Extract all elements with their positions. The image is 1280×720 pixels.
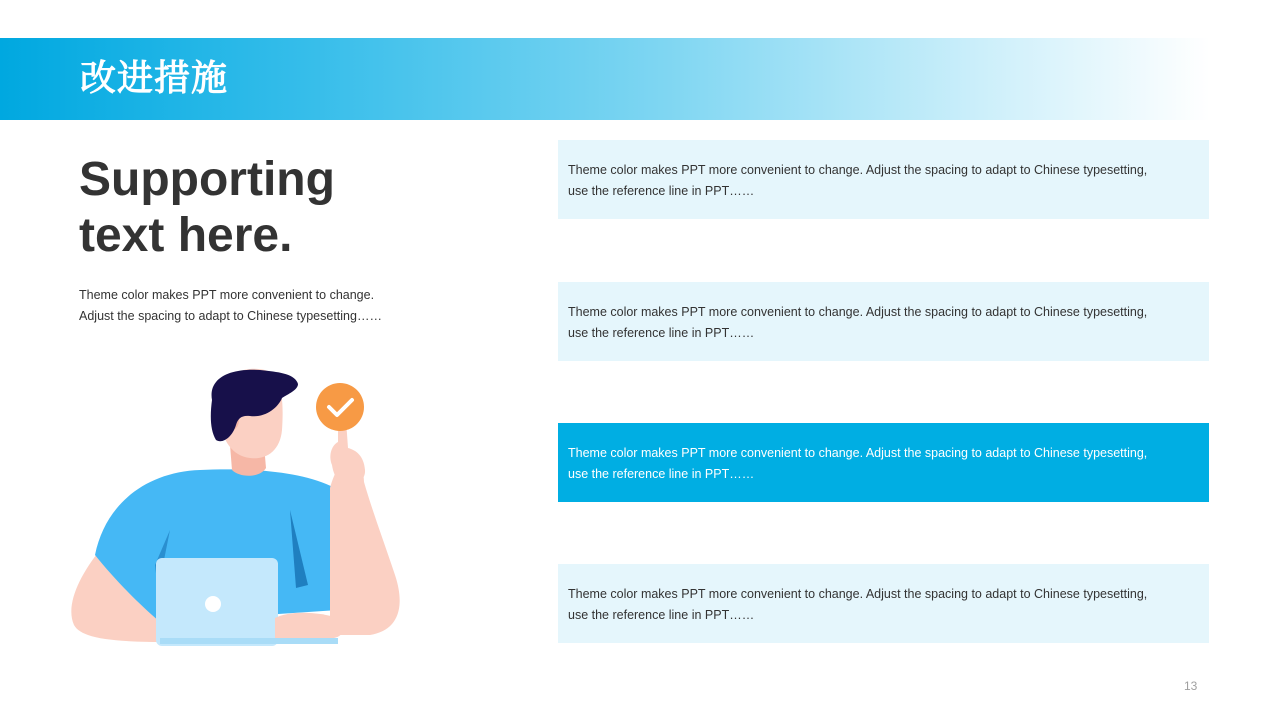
checkmark-badge [316,383,364,431]
info-card-4-line-2: use the reference line in PPT…… [568,608,755,622]
headline-line-1: Supporting [79,153,335,206]
info-card-2-line-2: use the reference line in PPT…… [568,326,755,340]
description-line-1: Theme color makes PPT more convenient to change. [79,288,375,302]
info-card-3-line-2: use the reference line in PPT…… [568,467,755,481]
info-card-1-line-2: use the reference line in PPT…… [568,184,755,198]
raised-arm [330,460,400,635]
info-card-2-line-1: Theme color makes PPT more convenient to change. Adjust the spacing to adapt to Chinese typesetting, [568,305,1148,319]
slide-title: 改进措施 [80,58,229,99]
person-with-laptop-illustration [60,360,420,650]
headline [79,152,499,264]
info-card-4-line-1: Theme color makes PPT more convenient to change. Adjust the spacing to adapt to Chinese typesetting, [568,587,1148,601]
info-card-1-line-1: Theme color makes PPT more convenient to change. Adjust the spacing to adapt to Chinese typesetting, [568,163,1148,177]
title-bar [0,38,1210,120]
description [79,285,479,327]
description-line-2: Adjust the spacing to adapt to Chinese typesetting…… [79,309,382,323]
info-card-3-line-1: Theme color makes PPT more convenient to change. Adjust the spacing to adapt to Chinese typesetting, [568,446,1148,460]
page-number: 13 [1184,679,1198,693]
info-card-2 [558,282,1209,361]
info-card-4 [558,564,1209,643]
laptop-base [160,638,338,644]
laptop-logo [205,596,221,612]
info-card-3-highlighted [558,423,1209,502]
headline-line-2: text here. [79,209,293,262]
info-card-1 [558,140,1209,219]
